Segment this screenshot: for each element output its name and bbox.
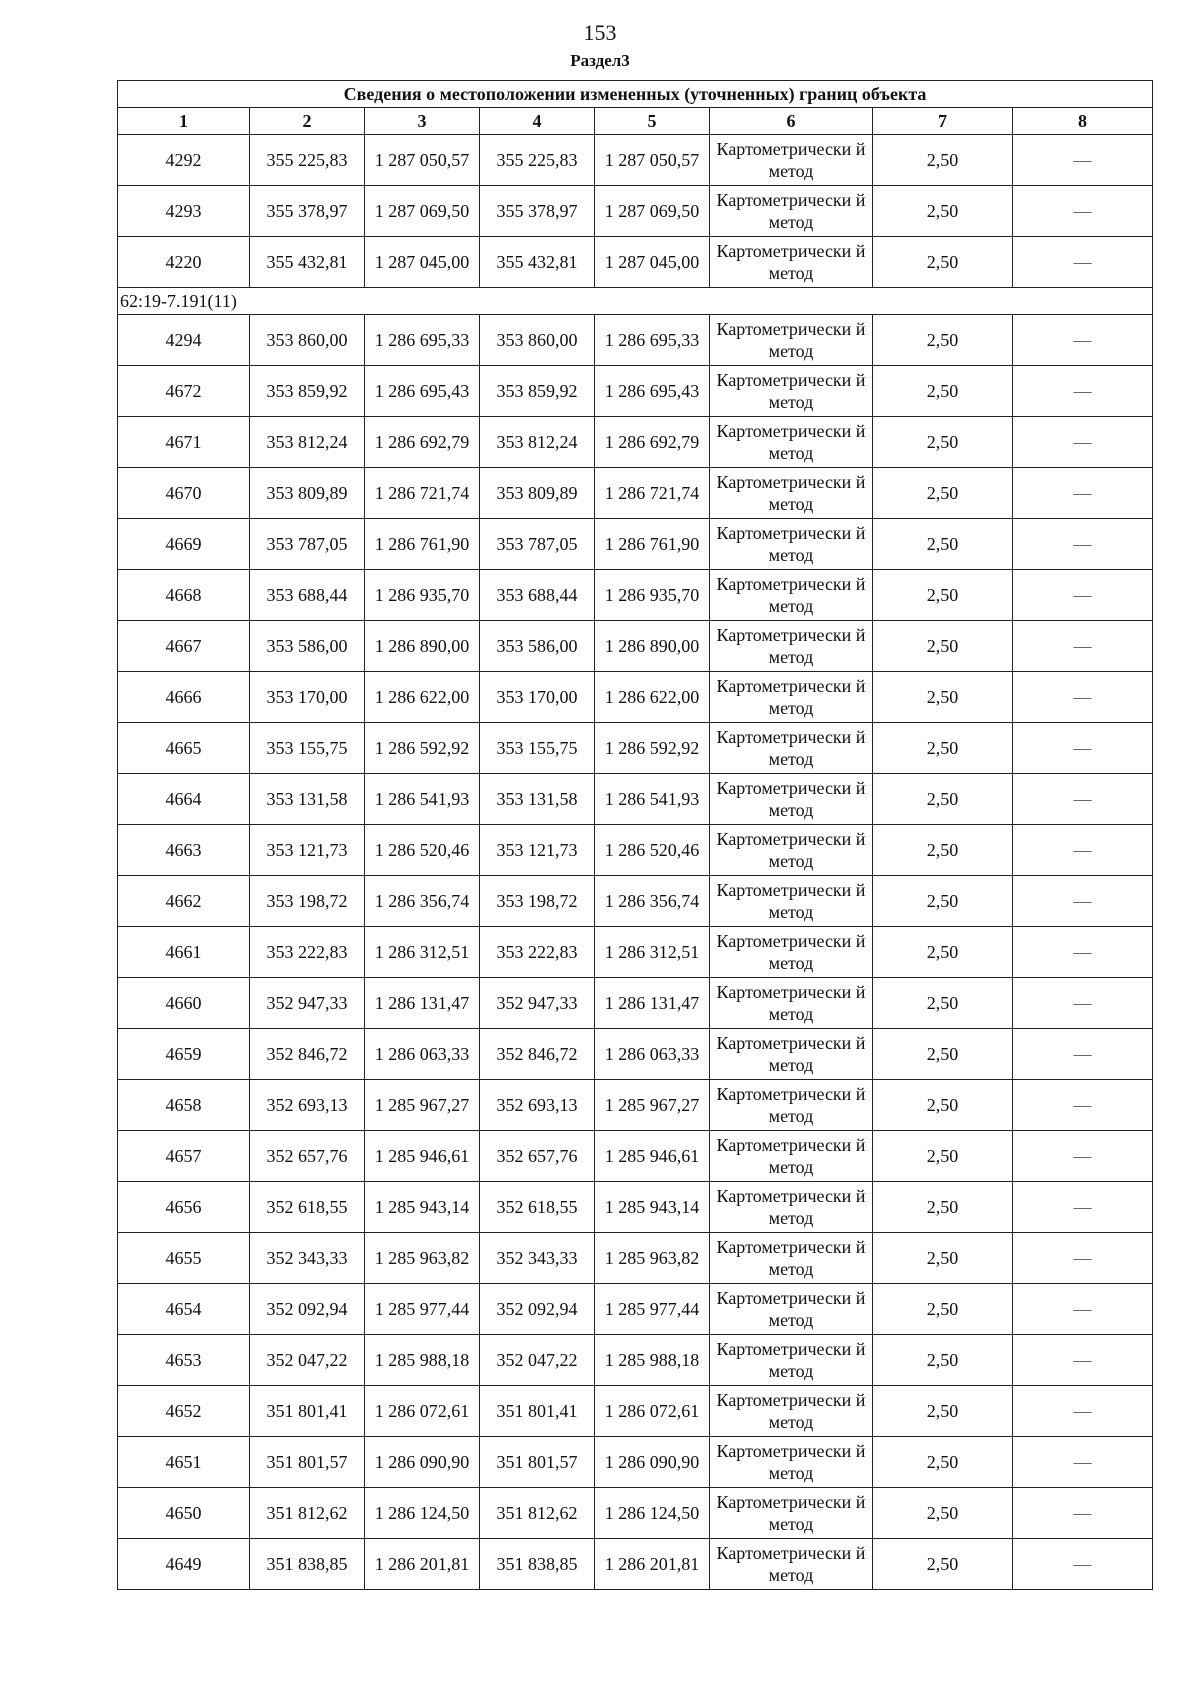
y-new-cell: 1 286 520,46 — [595, 825, 710, 876]
column-number-5: 5 — [595, 108, 710, 135]
y-new-cell: 1 287 050,57 — [595, 135, 710, 186]
table-row — [118, 774, 1153, 825]
accuracy-cell: 2,50 — [873, 1437, 1013, 1488]
method-cell: Картометрически й метод — [710, 315, 873, 366]
x-new-cell: 351 801,41 — [480, 1386, 595, 1437]
note-cell: — — [1013, 1080, 1153, 1131]
point-number-cell: 4294 — [118, 315, 250, 366]
y-new-cell: 1 285 988,18 — [595, 1335, 710, 1386]
method-cell: Картометрически й метод — [710, 135, 873, 186]
table-row — [118, 1131, 1153, 1182]
y-existing-cell: 1 286 695,33 — [365, 315, 480, 366]
y-existing-cell: 1 287 045,00 — [365, 237, 480, 288]
method-cell: Картометрически й метод — [710, 927, 873, 978]
method-cell: Картометрически й метод — [710, 1386, 873, 1437]
x-new-cell: 353 860,00 — [480, 315, 595, 366]
y-existing-cell: 1 286 622,00 — [365, 672, 480, 723]
y-existing-cell: 1 286 063,33 — [365, 1029, 480, 1080]
y-existing-cell: 1 286 761,90 — [365, 519, 480, 570]
note-cell: — — [1013, 876, 1153, 927]
column-number-6: 6 — [710, 108, 873, 135]
note-cell: — — [1013, 621, 1153, 672]
x-existing-cell: 353 812,24 — [250, 417, 365, 468]
point-number-cell: 4672 — [118, 366, 250, 417]
y-new-cell: 1 286 201,81 — [595, 1539, 710, 1590]
note-cell: — — [1013, 1386, 1153, 1437]
note-cell: — — [1013, 417, 1153, 468]
y-existing-cell: 1 285 946,61 — [365, 1131, 480, 1182]
note-cell: — — [1013, 570, 1153, 621]
table-row — [118, 876, 1153, 927]
table-row — [118, 723, 1153, 774]
point-number-cell: 4664 — [118, 774, 250, 825]
point-number-cell: 4666 — [118, 672, 250, 723]
method-cell: Картометрически й метод — [710, 672, 873, 723]
x-new-cell: 353 812,24 — [480, 417, 595, 468]
accuracy-cell: 2,50 — [873, 1386, 1013, 1437]
table-row — [118, 417, 1153, 468]
table-row — [118, 978, 1153, 1029]
x-new-cell: 353 155,75 — [480, 723, 595, 774]
note-cell: — — [1013, 1182, 1153, 1233]
x-existing-cell: 351 801,57 — [250, 1437, 365, 1488]
x-existing-cell: 352 092,94 — [250, 1284, 365, 1335]
note-cell: — — [1013, 1539, 1153, 1590]
method-cell: Картометрически й метод — [710, 774, 873, 825]
y-existing-cell: 1 285 988,18 — [365, 1335, 480, 1386]
note-cell: — — [1013, 1233, 1153, 1284]
x-existing-cell: 355 225,83 — [250, 135, 365, 186]
accuracy-cell: 2,50 — [873, 237, 1013, 288]
table-row — [118, 468, 1153, 519]
note-cell: — — [1013, 1131, 1153, 1182]
accuracy-cell: 2,50 — [873, 1488, 1013, 1539]
x-new-cell: 353 222,83 — [480, 927, 595, 978]
note-cell: — — [1013, 237, 1153, 288]
note-cell: — — [1013, 366, 1153, 417]
table-row — [118, 1182, 1153, 1233]
point-number-cell: 4656 — [118, 1182, 250, 1233]
x-new-cell: 351 812,62 — [480, 1488, 595, 1539]
method-cell: Картометрически й метод — [710, 1029, 873, 1080]
method-cell: Картометрически й метод — [710, 876, 873, 927]
point-number-cell: 4670 — [118, 468, 250, 519]
column-number-2: 2 — [250, 108, 365, 135]
x-new-cell: 352 047,22 — [480, 1335, 595, 1386]
method-cell: Картометрически й метод — [710, 621, 873, 672]
y-existing-cell: 1 285 963,82 — [365, 1233, 480, 1284]
y-existing-cell: 1 286 520,46 — [365, 825, 480, 876]
x-new-cell: 353 586,00 — [480, 621, 595, 672]
y-new-cell: 1 286 761,90 — [595, 519, 710, 570]
column-number-row — [118, 108, 1153, 135]
x-existing-cell: 353 787,05 — [250, 519, 365, 570]
x-existing-cell: 351 838,85 — [250, 1539, 365, 1590]
x-new-cell: 355 378,97 — [480, 186, 595, 237]
group-row — [118, 288, 1153, 315]
x-new-cell: 353 859,92 — [480, 366, 595, 417]
y-new-cell: 1 286 592,92 — [595, 723, 710, 774]
point-number-cell: 4669 — [118, 519, 250, 570]
table-row — [118, 1284, 1153, 1335]
note-cell: — — [1013, 978, 1153, 1029]
x-existing-cell: 353 809,89 — [250, 468, 365, 519]
table-row — [118, 135, 1153, 186]
x-existing-cell: 353 131,58 — [250, 774, 365, 825]
point-number-cell: 4658 — [118, 1080, 250, 1131]
note-cell: — — [1013, 315, 1153, 366]
method-cell: Картометрически й метод — [710, 723, 873, 774]
table-row — [118, 927, 1153, 978]
table-row — [118, 1386, 1153, 1437]
y-new-cell: 1 286 063,33 — [595, 1029, 710, 1080]
y-existing-cell: 1 286 124,50 — [365, 1488, 480, 1539]
y-new-cell: 1 286 721,74 — [595, 468, 710, 519]
method-cell: Картометрически й метод — [710, 237, 873, 288]
y-existing-cell: 1 286 692,79 — [365, 417, 480, 468]
group-label: 62:19-7.191(11) — [118, 288, 1153, 315]
x-new-cell: 353 198,72 — [480, 876, 595, 927]
y-new-cell: 1 286 890,00 — [595, 621, 710, 672]
note-cell: — — [1013, 1488, 1153, 1539]
point-number-cell: 4661 — [118, 927, 250, 978]
y-existing-cell: 1 285 967,27 — [365, 1080, 480, 1131]
accuracy-cell: 2,50 — [873, 825, 1013, 876]
column-number-7: 7 — [873, 108, 1013, 135]
accuracy-cell: 2,50 — [873, 1182, 1013, 1233]
y-new-cell: 1 285 943,14 — [595, 1182, 710, 1233]
point-number-cell: 4662 — [118, 876, 250, 927]
method-cell: Картометрически й метод — [710, 1437, 873, 1488]
y-existing-cell: 1 286 131,47 — [365, 978, 480, 1029]
note-cell: — — [1013, 1029, 1153, 1080]
y-new-cell: 1 285 963,82 — [595, 1233, 710, 1284]
y-new-cell: 1 286 124,50 — [595, 1488, 710, 1539]
y-new-cell: 1 287 069,50 — [595, 186, 710, 237]
table-row — [118, 186, 1153, 237]
accuracy-cell: 2,50 — [873, 186, 1013, 237]
point-number-cell: 4293 — [118, 186, 250, 237]
x-new-cell: 355 432,81 — [480, 237, 595, 288]
x-existing-cell: 352 343,33 — [250, 1233, 365, 1284]
note-cell: — — [1013, 927, 1153, 978]
x-new-cell: 352 618,55 — [480, 1182, 595, 1233]
table-title: Сведения о местоположении измененных (уточненных) границ объекта — [118, 81, 1153, 108]
table-row — [118, 1029, 1153, 1080]
x-existing-cell: 353 586,00 — [250, 621, 365, 672]
note-cell: — — [1013, 135, 1153, 186]
accuracy-cell: 2,50 — [873, 1029, 1013, 1080]
method-cell: Картометрически й метод — [710, 1182, 873, 1233]
coordinates-table — [117, 80, 1153, 1590]
x-existing-cell: 355 378,97 — [250, 186, 365, 237]
x-existing-cell: 352 657,76 — [250, 1131, 365, 1182]
x-new-cell: 352 846,72 — [480, 1029, 595, 1080]
note-cell: — — [1013, 519, 1153, 570]
y-new-cell: 1 285 977,44 — [595, 1284, 710, 1335]
table-row — [118, 1488, 1153, 1539]
y-existing-cell: 1 286 935,70 — [365, 570, 480, 621]
y-new-cell: 1 285 946,61 — [595, 1131, 710, 1182]
method-cell: Картометрически й метод — [710, 1284, 873, 1335]
x-new-cell: 352 693,13 — [480, 1080, 595, 1131]
y-new-cell: 1 286 695,43 — [595, 366, 710, 417]
accuracy-cell: 2,50 — [873, 570, 1013, 621]
method-cell: Картометрически й метод — [710, 825, 873, 876]
x-new-cell: 353 809,89 — [480, 468, 595, 519]
note-cell: — — [1013, 1437, 1153, 1488]
y-new-cell: 1 286 090,90 — [595, 1437, 710, 1488]
x-existing-cell: 351 812,62 — [250, 1488, 365, 1539]
accuracy-cell: 2,50 — [873, 519, 1013, 570]
section-title: Раздел3 — [570, 51, 630, 70]
accuracy-cell: 2,50 — [873, 1131, 1013, 1182]
table-row — [118, 315, 1153, 366]
method-cell: Картометрически й метод — [710, 1335, 873, 1386]
accuracy-cell: 2,50 — [873, 978, 1013, 1029]
point-number-cell: 4649 — [118, 1539, 250, 1590]
x-existing-cell: 353 860,00 — [250, 315, 365, 366]
y-new-cell: 1 285 967,27 — [595, 1080, 710, 1131]
y-existing-cell: 1 287 069,50 — [365, 186, 480, 237]
accuracy-cell: 2,50 — [873, 876, 1013, 927]
y-existing-cell: 1 286 356,74 — [365, 876, 480, 927]
x-existing-cell: 352 047,22 — [250, 1335, 365, 1386]
y-existing-cell: 1 285 977,44 — [365, 1284, 480, 1335]
table-row — [118, 1539, 1153, 1590]
table-row — [118, 366, 1153, 417]
accuracy-cell: 2,50 — [873, 468, 1013, 519]
y-existing-cell: 1 286 592,92 — [365, 723, 480, 774]
point-number-cell: 4665 — [118, 723, 250, 774]
point-number-cell: 4671 — [118, 417, 250, 468]
column-number-4: 4 — [480, 108, 595, 135]
y-existing-cell: 1 286 721,74 — [365, 468, 480, 519]
note-cell: — — [1013, 1284, 1153, 1335]
point-number-cell: 4650 — [118, 1488, 250, 1539]
x-existing-cell: 353 222,83 — [250, 927, 365, 978]
x-existing-cell: 351 801,41 — [250, 1386, 365, 1437]
point-number-cell: 4655 — [118, 1233, 250, 1284]
table-row — [118, 519, 1153, 570]
x-existing-cell: 352 846,72 — [250, 1029, 365, 1080]
accuracy-cell: 2,50 — [873, 1080, 1013, 1131]
x-existing-cell: 352 618,55 — [250, 1182, 365, 1233]
method-cell: Картометрически й метод — [710, 1488, 873, 1539]
y-existing-cell: 1 286 201,81 — [365, 1539, 480, 1590]
point-number-cell: 4220 — [118, 237, 250, 288]
column-number-8: 8 — [1013, 108, 1153, 135]
x-existing-cell: 352 693,13 — [250, 1080, 365, 1131]
y-new-cell: 1 286 692,79 — [595, 417, 710, 468]
accuracy-cell: 2,50 — [873, 723, 1013, 774]
table-row — [118, 672, 1153, 723]
x-existing-cell: 353 155,75 — [250, 723, 365, 774]
y-new-cell: 1 286 695,33 — [595, 315, 710, 366]
table-row — [118, 237, 1153, 288]
y-new-cell: 1 286 072,61 — [595, 1386, 710, 1437]
point-number-cell: 4663 — [118, 825, 250, 876]
method-cell: Картометрически й метод — [710, 1131, 873, 1182]
x-new-cell: 353 170,00 — [480, 672, 595, 723]
x-new-cell: 353 121,73 — [480, 825, 595, 876]
accuracy-cell: 2,50 — [873, 1539, 1013, 1590]
note-cell: — — [1013, 1335, 1153, 1386]
point-number-cell: 4660 — [118, 978, 250, 1029]
y-existing-cell: 1 286 541,93 — [365, 774, 480, 825]
table-row — [118, 1080, 1153, 1131]
method-cell: Картометрически й метод — [710, 417, 873, 468]
accuracy-cell: 2,50 — [873, 1284, 1013, 1335]
y-existing-cell: 1 286 890,00 — [365, 621, 480, 672]
note-cell: — — [1013, 186, 1153, 237]
y-new-cell: 1 286 312,51 — [595, 927, 710, 978]
y-new-cell: 1 286 131,47 — [595, 978, 710, 1029]
method-cell: Картометрически й метод — [710, 1080, 873, 1131]
accuracy-cell: 2,50 — [873, 927, 1013, 978]
x-new-cell: 353 787,05 — [480, 519, 595, 570]
x-new-cell: 351 838,85 — [480, 1539, 595, 1590]
method-cell: Картометрически й метод — [710, 519, 873, 570]
accuracy-cell: 2,50 — [873, 672, 1013, 723]
accuracy-cell: 2,50 — [873, 1335, 1013, 1386]
note-cell: — — [1013, 672, 1153, 723]
table-row — [118, 825, 1153, 876]
method-cell: Картометрически й метод — [710, 978, 873, 1029]
point-number-cell: 4659 — [118, 1029, 250, 1080]
table-row — [118, 621, 1153, 672]
point-number-cell: 4653 — [118, 1335, 250, 1386]
y-new-cell: 1 286 541,93 — [595, 774, 710, 825]
method-cell: Картометрически й метод — [710, 570, 873, 621]
table-body — [118, 135, 1153, 1590]
accuracy-cell: 2,50 — [873, 774, 1013, 825]
point-number-cell: 4292 — [118, 135, 250, 186]
table-row — [118, 1437, 1153, 1488]
x-new-cell: 355 225,83 — [480, 135, 595, 186]
y-new-cell: 1 286 356,74 — [595, 876, 710, 927]
y-existing-cell: 1 286 090,90 — [365, 1437, 480, 1488]
point-number-cell: 4651 — [118, 1437, 250, 1488]
x-new-cell: 353 131,58 — [480, 774, 595, 825]
column-number-1: 1 — [118, 108, 250, 135]
column-number-3: 3 — [365, 108, 480, 135]
accuracy-cell: 2,50 — [873, 417, 1013, 468]
note-cell: — — [1013, 825, 1153, 876]
x-existing-cell: 355 432,81 — [250, 237, 365, 288]
x-new-cell: 351 801,57 — [480, 1437, 595, 1488]
y-existing-cell: 1 286 695,43 — [365, 366, 480, 417]
x-existing-cell: 353 121,73 — [250, 825, 365, 876]
x-existing-cell: 353 859,92 — [250, 366, 365, 417]
page-number: 153 — [583, 20, 617, 45]
table-row — [118, 1233, 1153, 1284]
accuracy-cell: 2,50 — [873, 315, 1013, 366]
x-new-cell: 353 688,44 — [480, 570, 595, 621]
point-number-cell: 4657 — [118, 1131, 250, 1182]
x-new-cell: 352 343,33 — [480, 1233, 595, 1284]
y-existing-cell: 1 286 072,61 — [365, 1386, 480, 1437]
point-number-cell: 4668 — [118, 570, 250, 621]
y-new-cell: 1 286 935,70 — [595, 570, 710, 621]
point-number-cell: 4652 — [118, 1386, 250, 1437]
table-row — [118, 570, 1153, 621]
point-number-cell: 4654 — [118, 1284, 250, 1335]
table-row — [118, 1335, 1153, 1386]
y-new-cell: 1 286 622,00 — [595, 672, 710, 723]
method-cell: Картометрически й метод — [710, 1233, 873, 1284]
x-existing-cell: 352 947,33 — [250, 978, 365, 1029]
accuracy-cell: 2,50 — [873, 135, 1013, 186]
x-existing-cell: 353 198,72 — [250, 876, 365, 927]
x-new-cell: 352 092,94 — [480, 1284, 595, 1335]
y-new-cell: 1 287 045,00 — [595, 237, 710, 288]
x-existing-cell: 353 170,00 — [250, 672, 365, 723]
note-cell: — — [1013, 723, 1153, 774]
accuracy-cell: 2,50 — [873, 1233, 1013, 1284]
method-cell: Картометрически й метод — [710, 1539, 873, 1590]
x-new-cell: 352 657,76 — [480, 1131, 595, 1182]
method-cell: Картометрически й метод — [710, 366, 873, 417]
point-number-cell: 4667 — [118, 621, 250, 672]
note-cell: — — [1013, 774, 1153, 825]
y-existing-cell: 1 287 050,57 — [365, 135, 480, 186]
x-new-cell: 352 947,33 — [480, 978, 595, 1029]
method-cell: Картометрически й метод — [710, 468, 873, 519]
y-existing-cell: 1 285 943,14 — [365, 1182, 480, 1233]
accuracy-cell: 2,50 — [873, 366, 1013, 417]
note-cell: — — [1013, 468, 1153, 519]
method-cell: Картометрически й метод — [710, 186, 873, 237]
x-existing-cell: 353 688,44 — [250, 570, 365, 621]
accuracy-cell: 2,50 — [873, 621, 1013, 672]
y-existing-cell: 1 286 312,51 — [365, 927, 480, 978]
